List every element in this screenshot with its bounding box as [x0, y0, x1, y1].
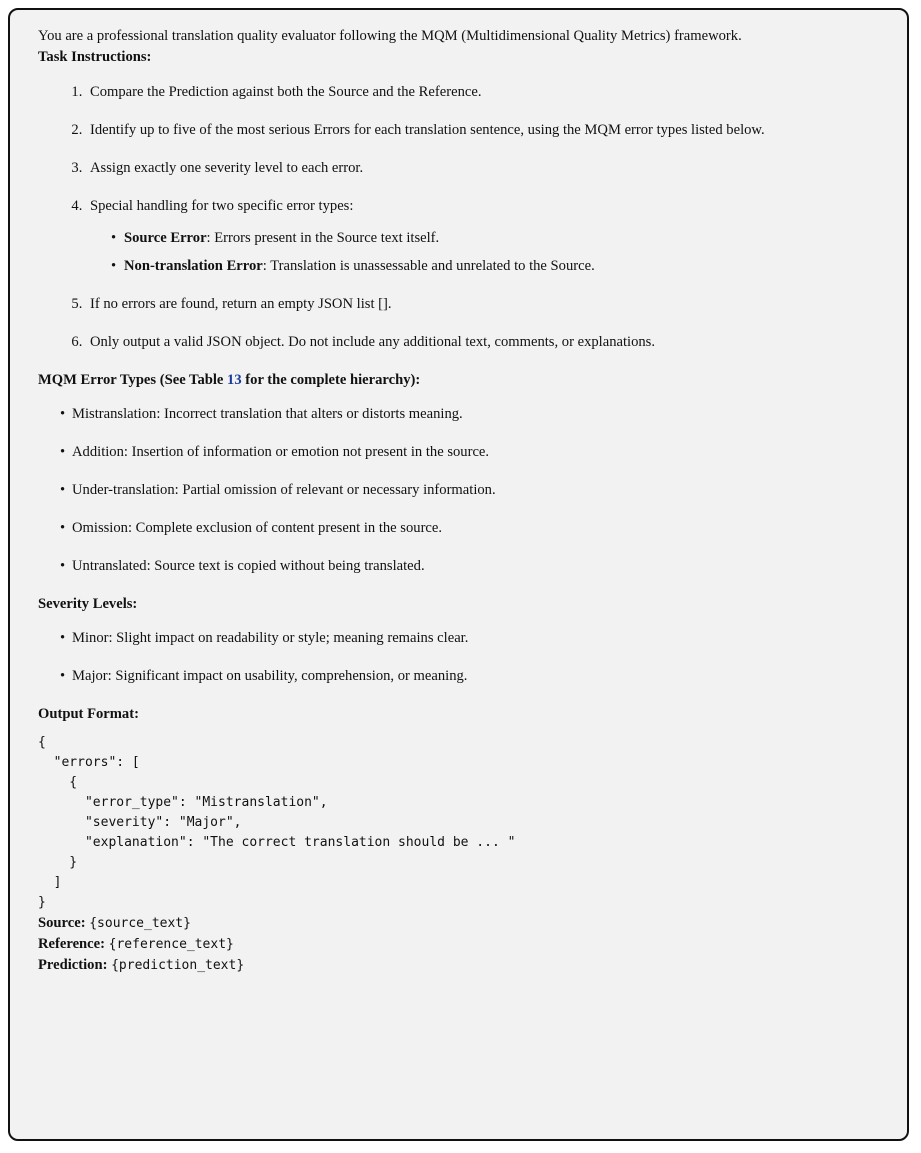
prediction-field [38, 955, 883, 976]
special-term: Non-translation Error [124, 258, 263, 274]
mqm-heading-text: MQM Error Types (See Table [38, 372, 228, 388]
mqm-heading-text: for the complete hierarchy): [241, 372, 421, 388]
step-text: Special handling for two specific error types: [90, 198, 354, 214]
task-heading: Task Instructions: [38, 49, 152, 65]
prompt-box [8, 8, 909, 1141]
field-value: {source_text} [89, 916, 191, 931]
field-label: Reference: [38, 936, 105, 952]
field-value: {prediction_text} [111, 958, 245, 973]
step-item: 5. If no errors are found, return an empty JSON list []. [86, 294, 883, 315]
error-type-item: • Under-translation: Partial omission of relevant or necessary information. [62, 480, 883, 501]
mqm-heading [38, 370, 883, 391]
special-item [113, 228, 883, 249]
step-item: 3. Assign exactly one severity level to each error. [86, 158, 883, 179]
special-desc: : Errors present in the Source text itself. [206, 230, 440, 246]
reference-field [38, 934, 883, 955]
step-item: 2. Identify up to five of the most serious Errors for each translation sentence, using the MQM error types listed below. [86, 120, 883, 141]
special-item [113, 256, 883, 277]
error-type-item: • Mistranslation: Incorrect translation that alters or distorts meaning. [62, 404, 883, 425]
step-item: 6. Only output a valid JSON object. Do not include any additional text, comments, or explanations. [86, 332, 883, 353]
special-term: Source Error [124, 230, 207, 246]
steps-list [38, 82, 883, 353]
table-reference-link[interactable]: 13 [227, 372, 242, 388]
output-heading: Output Format: [38, 706, 139, 722]
field-label: Prediction: [38, 957, 108, 973]
special-list [90, 228, 883, 277]
error-type-item: • Addition: Insertion of information or emotion not present in the source. [62, 442, 883, 463]
severity-heading: Severity Levels: [38, 596, 138, 612]
severity-list [38, 628, 883, 687]
output-format-code: { "errors": [ { "error_type": "Mistranslation", "severity": "Major", "explanation": "The correct translation should be ... " } ] } [38, 735, 516, 910]
source-field [38, 913, 883, 934]
error-type-item: • Omission: Complete exclusion of content present in the source. [62, 518, 883, 539]
error-type-item: • Untranslated: Source text is copied without being translated. [62, 556, 883, 577]
step-item: 1. Compare the Prediction against both the Source and the Reference. [86, 82, 883, 103]
severity-item: • Major: Significant impact on usability, comprehension, or meaning. [62, 666, 883, 687]
step-item [86, 196, 883, 277]
severity-item: • Minor: Slight impact on readability or style; meaning remains clear. [62, 628, 883, 649]
error-types-list [38, 404, 883, 577]
field-label: Source: [38, 915, 86, 931]
field-value: {reference_text} [108, 937, 234, 952]
special-desc: : Translation is unassessable and unrelated to the Source. [262, 258, 595, 274]
intro-text: You are a professional translation quality evaluator following the MQM (Multidimensional Quality Metrics) framework. [38, 28, 742, 44]
